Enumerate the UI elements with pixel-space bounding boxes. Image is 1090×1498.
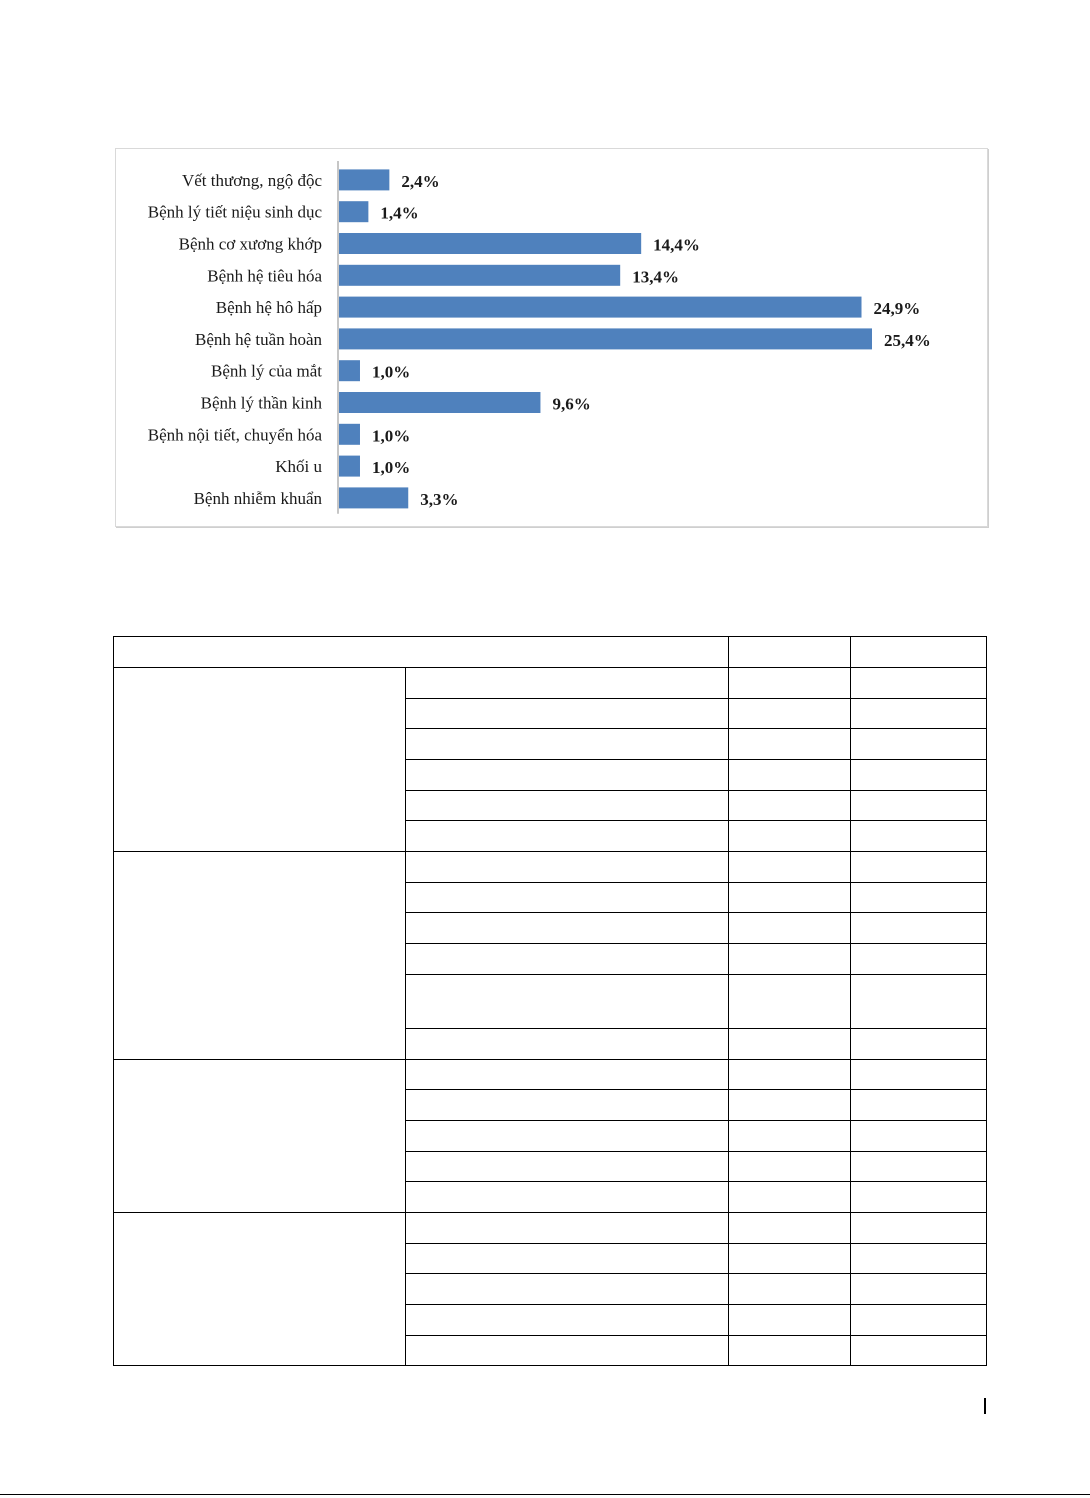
page-marker — [984, 1398, 986, 1414]
table-cell — [406, 821, 729, 852]
table-cell — [406, 1244, 729, 1274]
table-cell — [851, 1182, 987, 1213]
table-cell — [729, 1060, 851, 1090]
data-label: 3,3% — [420, 489, 459, 509]
category-label: Bệnh cơ xương khớp — [178, 234, 322, 254]
table-cell — [851, 852, 987, 883]
table-cell — [729, 699, 851, 729]
table-cell — [406, 944, 729, 975]
bar-chart — [116, 149, 987, 526]
bar — [339, 328, 872, 349]
category-label: Bệnh lý của mắt — [211, 361, 322, 381]
table-cell — [851, 668, 987, 699]
table-cell — [851, 913, 987, 944]
category-label: Bệnh hệ hô hấp — [215, 298, 322, 318]
table-cell — [406, 1213, 729, 1244]
table-cell — [729, 1090, 851, 1121]
table-cell — [729, 1244, 851, 1274]
data-label: 9,6% — [552, 394, 591, 414]
category-label: Bệnh lý thần kinh — [200, 393, 322, 413]
bar — [339, 265, 620, 286]
table-cell — [406, 913, 729, 944]
table-cell — [729, 1305, 851, 1336]
category-label: Bệnh lý tiết niệu sinh dục — [147, 202, 322, 222]
data-table — [113, 636, 987, 1366]
table-cell — [729, 944, 851, 975]
table-cell — [406, 699, 729, 729]
table-cell — [851, 791, 987, 821]
table-header-row — [114, 637, 987, 668]
table-cell — [729, 729, 851, 760]
data-label: 1,4% — [380, 203, 419, 223]
data-label: 14,4% — [653, 235, 700, 255]
table-cell — [851, 637, 987, 668]
table-cell — [851, 1336, 987, 1366]
table-cell — [851, 975, 987, 1029]
table-cell — [851, 1060, 987, 1090]
table-group-cell — [114, 668, 406, 852]
table-row — [114, 1060, 987, 1090]
table-cell — [729, 1274, 851, 1305]
category-label: Bệnh nội tiết, chuyển hóa — [147, 425, 322, 445]
data-label: 2,4% — [401, 171, 440, 191]
table-group-cell — [114, 852, 406, 1060]
data-label: 13,4% — [632, 267, 679, 287]
table-cell — [851, 1029, 987, 1060]
table-cell — [729, 883, 851, 913]
bar — [339, 392, 540, 413]
table-cell — [729, 1336, 851, 1366]
data-label: 1,0% — [371, 362, 411, 382]
table-group-cell — [114, 1213, 406, 1366]
table-cell — [406, 1336, 729, 1366]
table-cell — [406, 760, 729, 791]
table-group-cell — [114, 1060, 406, 1213]
table-cell — [729, 913, 851, 944]
table-cell — [729, 1121, 851, 1152]
data-label: 25,4% — [884, 330, 931, 350]
bar — [339, 201, 368, 222]
table-cell — [851, 1090, 987, 1121]
table-cell — [729, 791, 851, 821]
table-cell — [729, 852, 851, 883]
table-cell — [729, 668, 851, 699]
table-cell — [406, 852, 729, 883]
table-cell — [851, 699, 987, 729]
category-label: Bệnh hệ tuần hoàn — [195, 329, 322, 349]
table-cell — [406, 1274, 729, 1305]
table-cell — [729, 1029, 851, 1060]
bar — [339, 233, 641, 254]
bar — [339, 169, 389, 190]
table-cell — [114, 637, 729, 668]
table-cell — [851, 729, 987, 760]
table-row — [114, 1213, 987, 1244]
bar — [339, 424, 360, 445]
table-row — [114, 668, 987, 699]
category-label: Bệnh hệ tiêu hóa — [207, 266, 322, 286]
table-cell — [851, 821, 987, 852]
bar — [339, 487, 408, 508]
table-cell — [406, 1152, 729, 1182]
data-label: 1,0% — [371, 458, 411, 478]
table-row — [114, 852, 987, 883]
table-cell — [729, 1152, 851, 1182]
category-label: Bệnh nhiễm khuẩn — [193, 488, 322, 508]
table-cell — [729, 1213, 851, 1244]
table-cell — [851, 944, 987, 975]
bar — [339, 297, 862, 318]
table-cell — [851, 1152, 987, 1182]
page-bottom-rule — [0, 1494, 1090, 1495]
table-cell — [406, 1060, 729, 1090]
table-cell — [406, 1305, 729, 1336]
bar — [339, 360, 360, 381]
category-label: Vết thương, ngộ độc — [181, 170, 322, 190]
table-cell — [851, 883, 987, 913]
table-cell — [406, 1029, 729, 1060]
table-cell — [729, 821, 851, 852]
table-cell — [729, 760, 851, 791]
table-cell — [406, 729, 729, 760]
bar — [339, 456, 360, 477]
table-cell — [851, 760, 987, 791]
category-label: Khối u — [275, 457, 322, 477]
table-cell — [406, 1121, 729, 1152]
table-cell — [729, 975, 851, 1029]
data-label: 1,0% — [371, 426, 411, 446]
table-cell — [851, 1305, 987, 1336]
table-cell — [851, 1244, 987, 1274]
table-cell — [406, 1182, 729, 1213]
table-cell — [729, 637, 851, 668]
table-cell — [406, 791, 729, 821]
table-cell — [851, 1121, 987, 1152]
data-label: 24,9% — [873, 299, 921, 319]
table-cell — [729, 1182, 851, 1213]
table-cell — [406, 1090, 729, 1121]
table-cell — [406, 668, 729, 699]
table-cell — [406, 975, 729, 1029]
table-cell — [851, 1274, 987, 1305]
chart-frame — [115, 148, 988, 527]
table-cell — [406, 883, 729, 913]
table-cell — [851, 1213, 987, 1244]
